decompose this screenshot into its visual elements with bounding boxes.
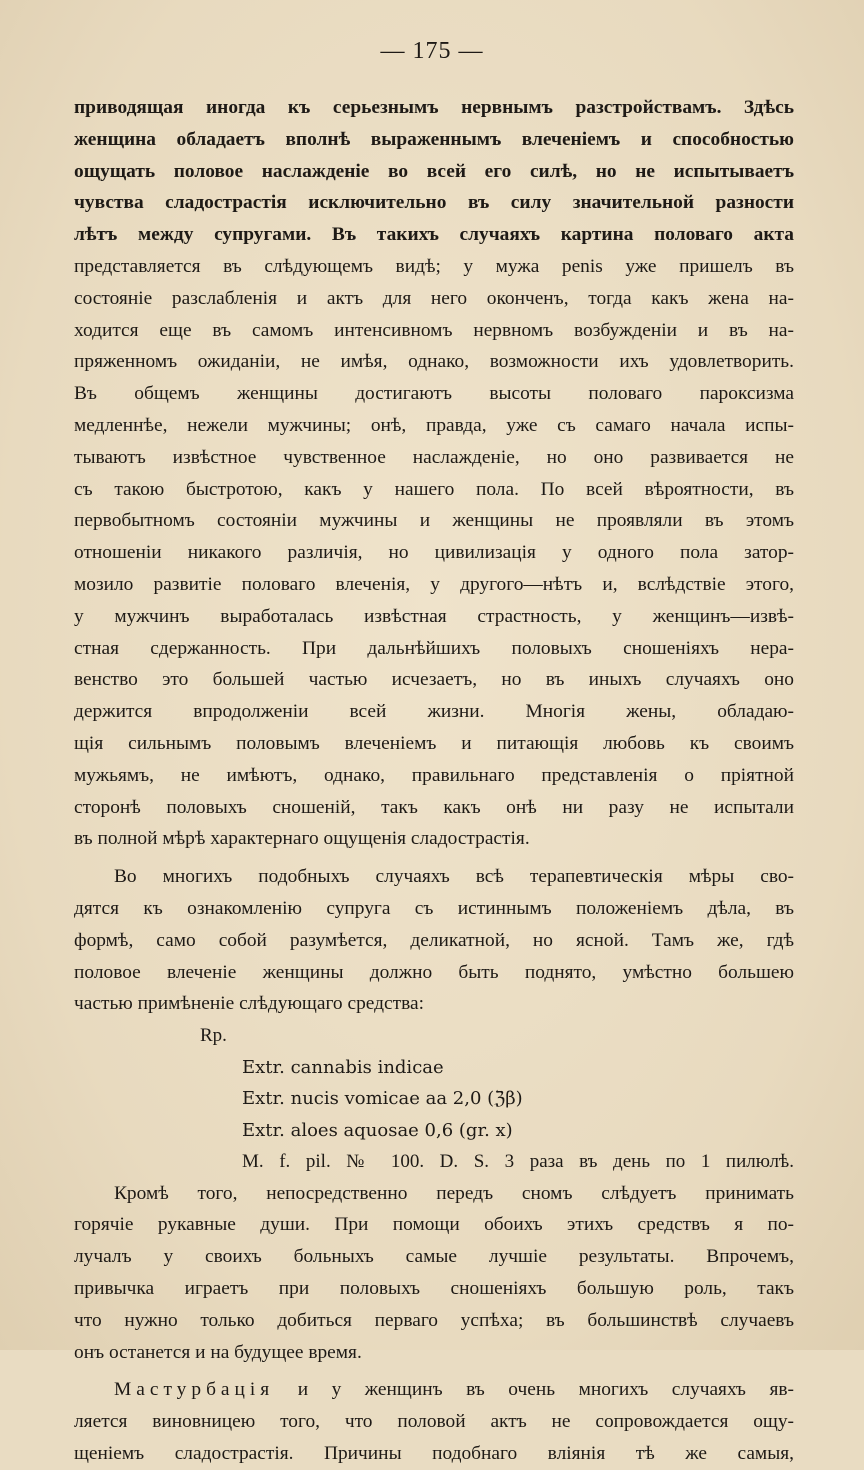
spaced-term: Мастурбація [114, 1379, 275, 1401]
text-line: ощущать половое наслажденіе во всей его силѣ, но не испытываетъ [74, 160, 794, 182]
text-line: женщина обладаетъ вполнѣ выраженнымъ влеченіемъ и способностью [74, 128, 794, 150]
text-line: у мужчинъ выработалась извѣстная страстность, у женщинъ—извѣ- [74, 605, 794, 627]
text-line: пряженномъ ожиданіи, не имѣя, однако, возможности ихъ удовлетворить. [74, 351, 794, 373]
recipe-ingredient: Extr. cannabis indicae [242, 1056, 444, 1078]
text-line: съ такою быстротою, какъ у нашего пола. По всей вѣроятности, въ [74, 478, 794, 500]
text-line: сторонѣ половыхъ сношеній, такъ какъ онѣ ни разу не испытали [74, 796, 794, 818]
text-line: привычка играетъ при половыхъ сношеніяхъ большую роль, такъ [74, 1278, 794, 1299]
text-line: тываютъ извѣстное чувственное наслажденіе, но оно развивается не [74, 446, 794, 468]
paragraph-4 [74, 1374, 794, 1469]
text-line: приводящая иногда къ серьезнымъ нервнымъ разстройствамъ. Здѣсь [74, 97, 794, 118]
paragraph-3 [74, 1178, 794, 1369]
text-line: половое влеченіе женщины должно быть поднято, умѣстно большею [74, 961, 794, 983]
text-line: лѣтъ между супругами. Въ такихъ случаяхъ картина половаго акта [74, 224, 794, 246]
text-line: Кромѣ того, непосредственно передъ сномъ слѣдуетъ принимать [114, 1182, 794, 1204]
text-line: ляется виновницею того, что половой актъ не сопровождается ощу- [74, 1411, 794, 1433]
recipe-ingredient: Extr. aloes aquosae 0,6 (gr. x) [242, 1119, 513, 1141]
text-line: Въ общемъ женщины достигаютъ высоты половаго пароксизма [74, 383, 794, 405]
text-line: лучалъ у своихъ больныхъ самые лучшіе результаты. Впрочемъ, [74, 1246, 794, 1268]
text-line: представляется въ слѣдующемъ видѣ; у мужа penis уже пришелъ въ [74, 255, 794, 277]
text-fragment: и у женщинъ въ очень многихъ случаяхъ яв- [297, 1379, 794, 1401]
page-number: — 175 — [380, 38, 484, 64]
text-line: ходится еще въ самомъ интенсивномъ нервномъ возбужденіи и въ на- [74, 319, 794, 341]
text-line: медленнѣе, нежели мужчины; онѣ, правда, уже съ самаго начала испы- [74, 414, 794, 436]
text-line: держится впродолженіи всей жизни. Многія жены, обладаю- [74, 701, 794, 723]
recipe-signa: M. f. pil. № 100. D. S. 3 раза въ день по 1 пилюлѣ. [242, 1151, 794, 1173]
text-line: дятся къ ознакомленію супруга съ истиннымъ положеніемъ дѣла, въ [74, 897, 794, 919]
text-line: стная сдержанность. При дальнѣйшихъ половыхъ сношеніяхъ нера- [74, 637, 794, 659]
text-line: частью примѣненіе слѣдующаго средства: [74, 993, 424, 1015]
text-line: первобытномъ состояніи мужчины и женщины не проявляли въ этомъ [74, 510, 794, 532]
text-line: въ полной мѣрѣ характернаго ощущенія сладострастія. [74, 828, 530, 850]
paragraph-1 [74, 92, 794, 855]
paragraph-2 [74, 861, 794, 1020]
text-line: венство это большей частью исчезаетъ, но въ иныхъ случаяхъ оно [74, 669, 794, 691]
text-line: горячіе рукавные души. При помощи обоихъ этихъ средствъ я по- [74, 1214, 794, 1236]
text-line: мужьямъ, не имѣютъ, однако, правильнаго представленія о пріятной [74, 764, 794, 786]
text-line: мозило развитіе половаго влеченія, у другого—нѣтъ и, вслѣдствіе этого, [74, 573, 794, 595]
text-line: отношеніи никакого различія, но цивилизація у одного пола затор- [74, 542, 794, 564]
text-line: щія сильнымъ половымъ влеченіемъ и питающія любовь къ своимъ [74, 732, 794, 754]
recipe-ingredient: Extr. nucis vomicae aa 2,0 (ℨβ) [242, 1088, 523, 1110]
text-line: щеніемъ сладострастія. Причины подобнаго вліянія тѣ же самыя, [74, 1442, 794, 1464]
text-line: что нужно только добиться перваго успѣха; въ большинствѣ случаевъ [74, 1309, 794, 1331]
recipe-rp: Rp. [200, 1025, 227, 1047]
page-text [74, 92, 794, 1470]
prescription [74, 1020, 794, 1178]
text-line: Во многихъ подобныхъ случаяхъ всѣ терапевтическія мѣры сво- [114, 866, 794, 888]
text-line [74, 1374, 794, 1406]
text-line: формѣ, само собой разумѣется, деликатной, но ясной. Тамъ же, гдѣ [74, 929, 794, 951]
text-line: состояніе разслабленія и актъ для него оконченъ, тогда какъ жена на- [74, 287, 794, 309]
text-line: онъ останется и на будущее время. [74, 1341, 362, 1363]
text-line: чувства сладострастія исключительно въ силу значительной разности [74, 192, 794, 214]
